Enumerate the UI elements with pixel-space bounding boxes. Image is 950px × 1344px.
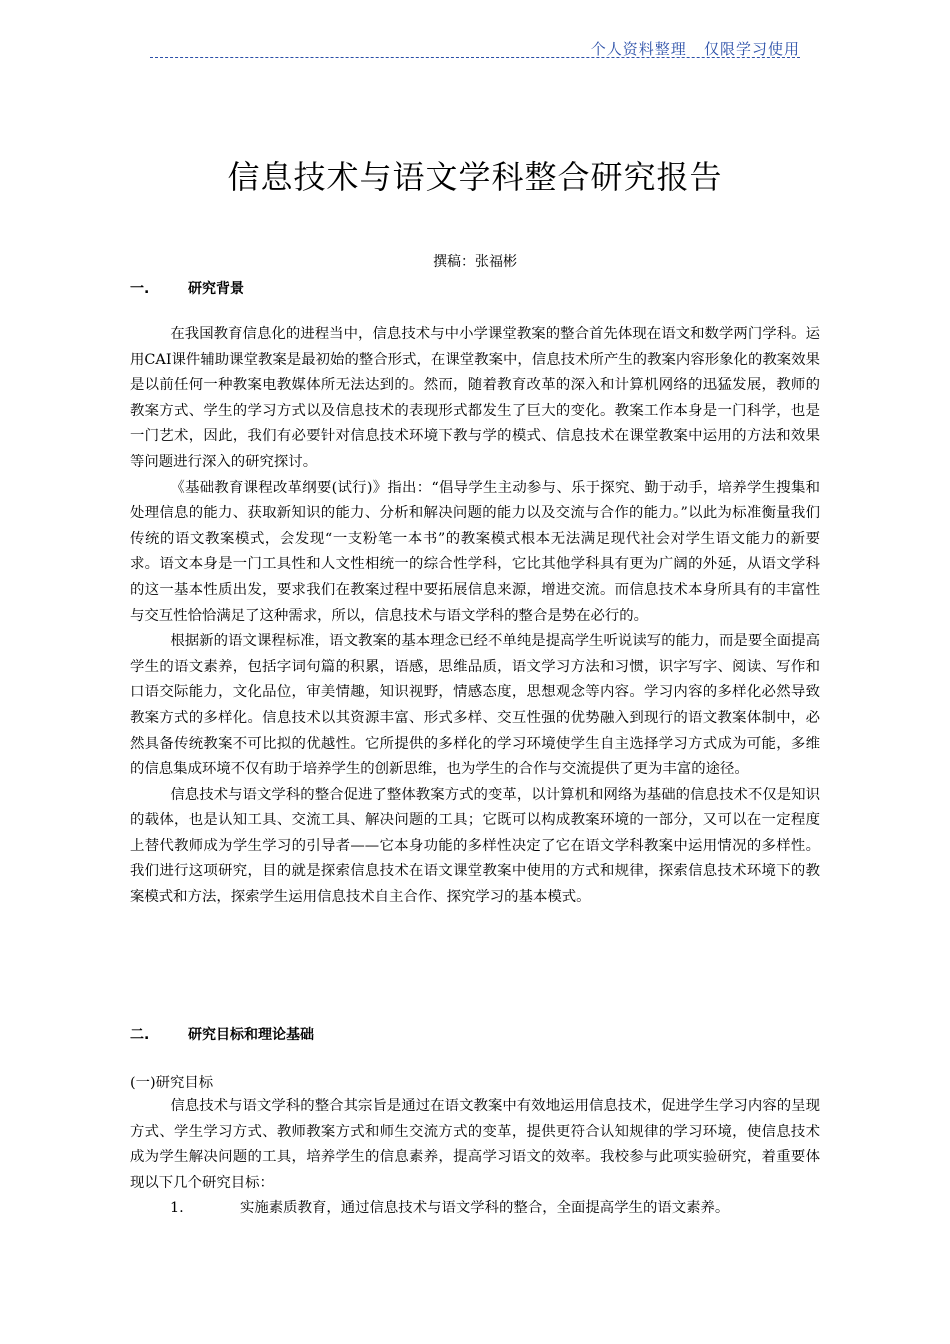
paragraph: 信息技术与语文学科的整合促进了整体教案方式的变革，以计算机和网络为基础的信息技术不仅是知识的载体，也是认知工具、交流工具、解决问题的工具；它既可以构成教案环境的一部分，又可以在一定程度上替代教师成为学生学习的引导者——它本身功能的多样性决定了它在语文学科教案中运用情况的多样性。我们进行这项研究，目的就是探索信息技术在语文课堂教案中使用的方式和规律，探索信息技术环境下的教案模式和方法，探索学生运用信息技术自主合作、探究学习的基本模式。 — [130, 786, 820, 906]
section-heading-2 — [130, 1024, 314, 1044]
section-title: 研究目标和理论基础 — [188, 1027, 314, 1043]
list-item-number: 1. — [170, 1200, 184, 1216]
section-1-body — [130, 322, 820, 911]
list-item-text: 实施素质教育，通过信息技术与语文学科的整合，全面提高学生的语文素养。 — [240, 1200, 730, 1216]
section-2-body — [130, 1094, 820, 1196]
list-item — [170, 1196, 729, 1217]
document-title: 信息技术与语文学科整合研究报告 — [227, 158, 723, 196]
paragraph: 在我国教育信息化的进程当中，信息技术与中小学课堂教案的整合首先体现在语文和数学两门学科。运用CAI课件辅助课堂教案是最初始的整合形式，在课堂教案中，信息技术所产生的教案内容形象化的教案效果是以前任何一种教案电教媒体所无法达到的。然而，随着教育改革的深入和计算机网络的迅猛发展，教师的教案方式、学生的学习方式以及信息技术的表现形式都发生了巨大的变化。教案工作本身是一门科学，也是一门艺术，因此，我们有必要针对信息技术环境下教与学的模式、信息技术在课堂教案中运用的方法和效果等问题进行深入的研究探讨。 — [130, 326, 820, 470]
section-heading-1 — [130, 278, 244, 298]
paragraph: 《基础教育课程改革纲要(试行)》指出：“倡导学生主动参与、乐于探究、勤于动手，培养学生搜集和处理信息的能力、获取新知识的能力、分析和解决问题的能力以及交流与合作的能力。”以此为标准衡量我们传统的语文教案模式，会发现“一支粉笔一本书”的教案模式根本无法满足现代社会对学生语文能力的新要求。语文本身是一门工具性和人文性相统一的综合性学科，它比其他学科具有更为广阔的外延，从语文学科的这一基本性质出发，要求我们在教案过程中要拓展信息来源，增进交流。而信息技术本身所具有的丰富性与交互性恰恰满足了这种需求，所以，信息技术与语文学科的整合是势在必行的。 — [130, 479, 820, 624]
subsection-heading: (一)研究目标 — [130, 1075, 214, 1091]
paragraph: 信息技术与语文学科的整合其宗旨是通过在语文教案中有效地运用信息技术，促进学生学习内容的呈现方式、学生学习方式、教师教案方式和师生交流方式的变革，提供更符合认知规律的学习环境，使信息技术成为学生解决问题的工具，培养学生的信息素养，提高学习语文的效率。我校参与此项实验研究，着重要体现以下几个研究目标： — [130, 1098, 820, 1191]
section-title: 研究背景 — [188, 281, 244, 297]
paragraph: 根据新的语文课程标准，语文教案的基本理念已经不单纯是提高学生听说读写的能力，而是要全面提高学生的语文素养，包括字词句篇的积累，语感，思维品质，语文学习方法和习惯，识字写字、阅读、写作和口语交际能力，文化品位，审美情趣，知识视野，情感态度，思想观念等内容。学习内容的多样化必然导致教案方式的多样化。信息技术以其资源丰富、形式多样、交互性强的优势融入到现行的语文教案体制中，必然具备传统教案不可比拟的优越性。它所提供的多样化的学习环境使学生自主选择学习方式成为可能，多维的信息集成环境不仅有助于培养学生的创新思维，也为学生的合作与交流提供了更为丰富的途径。 — [130, 633, 820, 778]
header-dashed-rule — [150, 57, 800, 58]
header-note: 个人资料整理 仅限学习使用 — [590, 40, 800, 58]
section-number: 一. — [130, 281, 150, 297]
section-number: 二. — [130, 1027, 150, 1043]
author-line: 撰稿：张福彬 — [433, 254, 517, 270]
